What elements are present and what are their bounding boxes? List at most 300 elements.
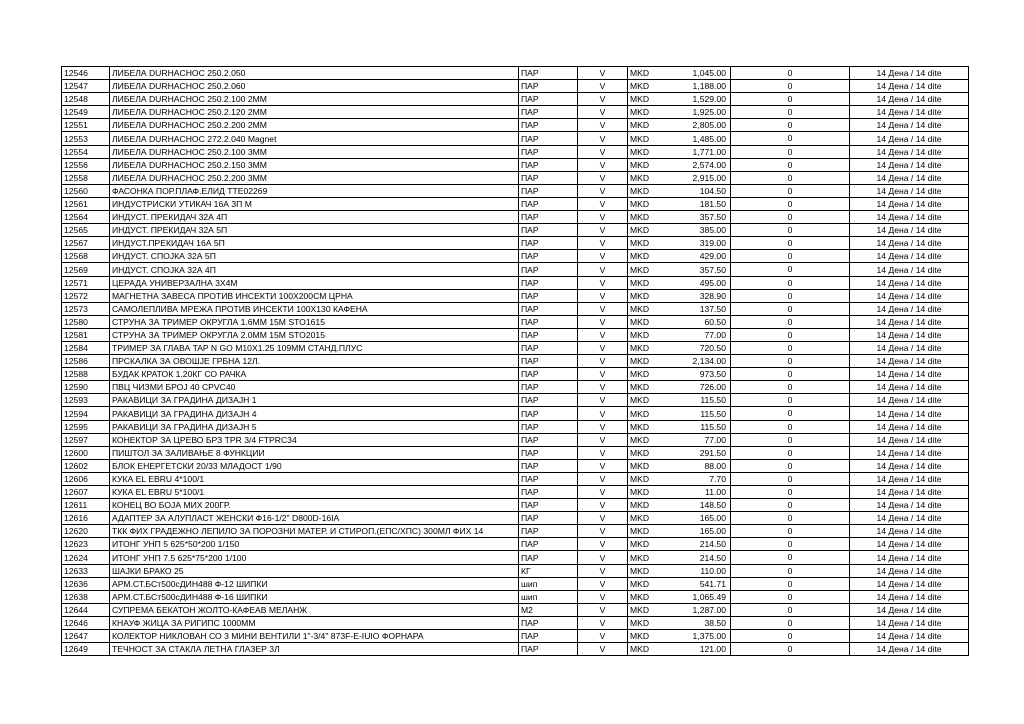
item-code-cell: 12565 [62,224,110,237]
item-name-cell: ЛИБЕЛА DURHACHOC 250.2.100 3ММ [110,145,519,158]
unit-cell: ПАР [519,67,578,80]
item-name-cell: ЛИБЕЛА DURHACHOC 250.2.200 2ММ [110,119,519,132]
quantity-cell: 0 [731,420,850,433]
table-row [62,499,969,512]
item-code-cell: 12600 [62,446,110,459]
delivery-term-cell: 14 Дена / 14 dite [850,341,969,354]
unit-cell: ПАР [519,80,578,93]
currency-cell: MKD [628,355,647,368]
item-code-cell: 12551 [62,119,110,132]
price-cell: 291.50 [646,446,731,459]
v-flag-cell: V [578,67,628,80]
delivery-term-cell: 14 Дена / 14 dite [850,237,969,250]
table-row [62,577,969,590]
item-name-cell: ШАЈКИ БРАКО 25 [110,564,519,577]
quantity-cell: 0 [731,446,850,459]
v-flag-cell: V [578,184,628,197]
currency-cell: MKD [628,171,647,184]
quantity-cell: 0 [731,119,850,132]
item-name-cell: КНАУФ ЖИЦА ЗА РИГИПС 1000ММ [110,616,519,629]
v-flag-cell: V [578,643,628,656]
currency-cell: MKD [628,630,647,643]
price-cell: 1,771.00 [646,145,731,158]
delivery-term-cell: 14 Дена / 14 dite [850,80,969,93]
quantity-cell: 0 [731,459,850,472]
currency-cell: MKD [628,643,647,656]
table-row [62,158,969,171]
table-row [62,276,969,289]
unit-cell: ПАР [519,381,578,394]
item-name-cell: СУПРЕМА БЕКАТОН ЖОЛТО-КАФЕАВ МЕЛАНЖ [110,603,519,616]
delivery-term-cell: 14 Дена / 14 dite [850,93,969,106]
currency-cell: MKD [628,211,647,224]
table-row [62,643,969,656]
v-flag-cell: V [578,355,628,368]
item-code-cell: 12554 [62,145,110,158]
v-flag-cell: V [578,368,628,381]
quantity-cell: 0 [731,355,850,368]
quantity-cell: 0 [731,433,850,446]
item-code-cell: 12573 [62,302,110,315]
item-name-cell: ИНДУСТ. СПОЈКА 32А 5П [110,250,519,263]
table-row [62,525,969,538]
currency-cell: MKD [628,106,647,119]
quantity-cell: 0 [731,551,850,564]
price-cell: 2,574.00 [646,158,731,171]
unit-cell: ПАР [519,433,578,446]
price-cell: 1,287.00 [646,603,731,616]
unit-cell: ПАР [519,616,578,629]
item-name-cell: АДАПТЕР ЗА АЛУПЛАСТ ЖЕНСКИ Ф16-1/2" D800D-16IA [110,512,519,525]
currency-cell: MKD [628,381,647,394]
item-code-cell: 12594 [62,407,110,420]
unit-cell: ПАР [519,368,578,381]
price-cell: 115.50 [646,420,731,433]
currency-cell: MKD [628,459,647,472]
table-row [62,446,969,459]
table-row [62,80,969,93]
currency-cell: MKD [628,132,647,145]
price-cell: 726.00 [646,381,731,394]
unit-cell: ПАР [519,551,578,564]
delivery-term-cell: 14 Дена / 14 dite [850,472,969,485]
item-name-cell: ПВЦ ЧИЗМИ БРОЈ 40 CPVC40 [110,381,519,394]
item-name-cell: РАКАВИЦИ ЗА ГРАДИНА ДИЗАЈН 5 [110,420,519,433]
item-code-cell: 12606 [62,472,110,485]
quantity-cell: 0 [731,224,850,237]
price-cell: 2,915.00 [646,171,731,184]
item-name-cell: КОНЕЦ ВО БОЈА МИХ 200ГР. [110,499,519,512]
price-cell: 115.50 [646,407,731,420]
item-name-cell: РАКАВИЦИ ЗА ГРАДИНА ДИЗАЈН 4 [110,407,519,420]
delivery-term-cell: 14 Дена / 14 dite [850,590,969,603]
currency-cell: MKD [628,368,647,381]
item-name-cell: ИНДУСТ. СПОЈКА 32А 4П [110,263,519,276]
unit-cell: ПАР [519,512,578,525]
v-flag-cell: V [578,394,628,407]
price-cell: 1,065.49 [646,590,731,603]
quantity-cell: 0 [731,616,850,629]
unit-cell: ПАР [519,132,578,145]
v-flag-cell: V [578,289,628,302]
quantity-cell: 0 [731,184,850,197]
price-cell: 357.50 [646,211,731,224]
table-row [62,551,969,564]
quantity-cell: 0 [731,197,850,210]
currency-cell: MKD [628,197,647,210]
currency-cell: MKD [628,512,647,525]
item-name-cell: ИТОНГ УНП 7.5 625*75*200 1/100 [110,551,519,564]
unit-cell: шип [519,590,578,603]
price-cell: 38.50 [646,616,731,629]
price-cell: 1,925.00 [646,106,731,119]
delivery-term-cell: 14 Дена / 14 dite [850,263,969,276]
unit-cell: ПАР [519,643,578,656]
v-flag-cell: V [578,211,628,224]
delivery-term-cell: 14 Дена / 14 dite [850,499,969,512]
quantity-cell: 0 [731,394,850,407]
v-flag-cell: V [578,538,628,551]
item-code-cell: 12624 [62,551,110,564]
unit-cell: ПАР [519,106,578,119]
price-cell: 385.00 [646,224,731,237]
delivery-term-cell: 14 Дена / 14 dite [850,551,969,564]
item-name-cell: БУДАК КРАТОК 1.20КГ СО РАЧКА [110,368,519,381]
item-code-cell: 12548 [62,93,110,106]
price-cell: 181.50 [646,197,731,210]
table-row [62,171,969,184]
v-flag-cell: V [578,433,628,446]
price-cell: 77.00 [646,433,731,446]
currency-cell: MKD [628,472,647,485]
quantity-cell: 0 [731,106,850,119]
item-code-cell: 12646 [62,616,110,629]
currency-cell: MKD [628,328,647,341]
price-cell: 973.50 [646,368,731,381]
currency-cell: MKD [628,93,647,106]
item-name-cell: ИНДУСТ. ПРЕКИДАЧ 32А 5П [110,224,519,237]
item-code-cell: 12572 [62,289,110,302]
price-cell: 214.50 [646,538,731,551]
quantity-cell: 0 [731,577,850,590]
item-name-cell: ЦЕРАДА УНИВЕРЗАЛНА 3Х4М [110,276,519,289]
v-flag-cell: V [578,119,628,132]
quantity-cell: 0 [731,368,850,381]
unit-cell: ПАР [519,486,578,499]
item-code-cell: 12607 [62,486,110,499]
item-code-cell: 12547 [62,80,110,93]
quantity-cell: 0 [731,630,850,643]
table-row [62,459,969,472]
unit-cell: ПАР [519,446,578,459]
delivery-term-cell: 14 Дена / 14 dite [850,459,969,472]
item-name-cell: ТРИМЕР ЗА ГЛАВА TAP N GO M10X1.25 109ММ СТАНД.ПЛУС [110,341,519,354]
v-flag-cell: V [578,315,628,328]
quantity-cell: 0 [731,407,850,420]
price-cell: 110.00 [646,564,731,577]
quantity-cell: 0 [731,302,850,315]
price-cell: 429.00 [646,250,731,263]
item-name-cell: БЛОК ЕНЕРГЕТСКИ 20/33 МЛАДОСТ 1/90 [110,459,519,472]
item-code-cell: 12549 [62,106,110,119]
delivery-term-cell: 14 Дена / 14 dite [850,538,969,551]
item-code-cell: 12595 [62,420,110,433]
quantity-cell: 0 [731,315,850,328]
quantity-cell: 0 [731,145,850,158]
unit-cell: ПАР [519,93,578,106]
price-cell: 495.00 [646,276,731,289]
unit-cell: ПАР [519,119,578,132]
item-name-cell: ЛИБЕЛА DURHACHOC 250.2.120 2ММ [110,106,519,119]
v-flag-cell: V [578,525,628,538]
item-name-cell: ЛИБЕЛА DURHACHOC 250.2.050 [110,67,519,80]
unit-cell: ПАР [519,224,578,237]
unit-cell: ПАР [519,499,578,512]
price-cell: 7.70 [646,472,731,485]
price-cell: 319.00 [646,237,731,250]
quantity-cell: 0 [731,499,850,512]
price-cell: 165.00 [646,512,731,525]
table-row [62,119,969,132]
item-name-cell: ТЕЧНОСТ ЗА СТАКЛА ЛЕТНА ГЛАЗЕР 3Л [110,643,519,656]
v-flag-cell: V [578,93,628,106]
currency-cell: MKD [628,158,647,171]
currency-cell: MKD [628,237,647,250]
item-name-cell: МАГНЕТНА ЗАВЕСА ПРОТИВ ИНСЕКТИ 100Х200СМ ЦРНА [110,289,519,302]
currency-cell: MKD [628,433,647,446]
delivery-term-cell: 14 Дена / 14 dite [850,328,969,341]
unit-cell: шип [519,577,578,590]
table-row [62,93,969,106]
delivery-term-cell: 14 Дена / 14 dite [850,486,969,499]
v-flag-cell: V [578,224,628,237]
delivery-term-cell: 14 Дена / 14 dite [850,119,969,132]
table-row [62,211,969,224]
currency-cell: MKD [628,616,647,629]
v-flag-cell: V [578,250,628,263]
unit-cell: ПАР [519,158,578,171]
price-cell: 1,529.00 [646,93,731,106]
unit-cell: ПАР [519,341,578,354]
table-row [62,106,969,119]
v-flag-cell: V [578,499,628,512]
delivery-term-cell: 14 Дена / 14 dite [850,197,969,210]
v-flag-cell: V [578,512,628,525]
delivery-term-cell: 14 Дена / 14 dite [850,355,969,368]
delivery-term-cell: 14 Дена / 14 dite [850,368,969,381]
quantity-cell: 0 [731,171,850,184]
unit-cell: ПАР [519,145,578,158]
item-code-cell: 12553 [62,132,110,145]
quantity-cell: 0 [731,472,850,485]
unit-cell: ПАР [519,302,578,315]
v-flag-cell: V [578,145,628,158]
delivery-term-cell: 14 Дена / 14 dite [850,525,969,538]
v-flag-cell: V [578,328,628,341]
v-flag-cell: V [578,459,628,472]
quantity-cell: 0 [731,564,850,577]
quantity-cell: 0 [731,590,850,603]
unit-cell: ПАР [519,355,578,368]
delivery-term-cell: 14 Дена / 14 dite [850,433,969,446]
item-code-cell: 12564 [62,211,110,224]
v-flag-cell: V [578,237,628,250]
delivery-term-cell: 14 Дена / 14 dite [850,394,969,407]
unit-cell: ПАР [519,289,578,302]
unit-cell: ПАР [519,407,578,420]
v-flag-cell: V [578,564,628,577]
unit-cell: ПАР [519,630,578,643]
item-name-cell: ЛИБЕЛА DURHACHOC 250.2.200 3ММ [110,171,519,184]
table-row [62,145,969,158]
delivery-term-cell: 14 Дена / 14 dite [850,577,969,590]
table-row [62,224,969,237]
quantity-cell: 0 [731,538,850,551]
price-cell: 165.00 [646,525,731,538]
item-name-cell: КУКА EL EBRU 5*100/1 [110,486,519,499]
table-row [62,564,969,577]
table-row [62,486,969,499]
quantity-cell: 0 [731,80,850,93]
currency-cell: MKD [628,341,647,354]
table-row [62,381,969,394]
table-row [62,394,969,407]
delivery-term-cell: 14 Дена / 14 dite [850,630,969,643]
unit-cell: ПАР [519,276,578,289]
currency-cell: MKD [628,603,647,616]
unit-cell: ПАР [519,420,578,433]
quantity-cell: 0 [731,341,850,354]
table-row [62,538,969,551]
item-code-cell: 12561 [62,197,110,210]
v-flag-cell: V [578,381,628,394]
item-name-cell: АРМ.СТ.БСт500сДИН488 Ф-12 ШИПКИ [110,577,519,590]
item-code-cell: 12580 [62,315,110,328]
quantity-cell: 0 [731,93,850,106]
item-code-cell: 12633 [62,564,110,577]
delivery-term-cell: 14 Дена / 14 dite [850,420,969,433]
price-cell: 137.50 [646,302,731,315]
table-row [62,355,969,368]
unit-cell: ПАР [519,472,578,485]
item-name-cell: АРМ.СТ.БСт500сДИН488 Ф-16 ШИПКИ [110,590,519,603]
delivery-term-cell: 14 Дена / 14 dite [850,145,969,158]
item-code-cell: 12556 [62,158,110,171]
currency-cell: MKD [628,250,647,263]
price-cell: 1,188.00 [646,80,731,93]
delivery-term-cell: 14 Дена / 14 dite [850,106,969,119]
currency-cell: MKD [628,486,647,499]
table-row [62,407,969,420]
currency-cell: MKD [628,302,647,315]
item-name-cell: КОЛЕКТОР НИКЛОВАН СО 3 МИНИ ВЕНТИЛИ 1"-3/4" 873F-E-IUIO ФОРНАРА [110,630,519,643]
unit-cell: ПАР [519,525,578,538]
v-flag-cell: V [578,603,628,616]
quantity-cell: 0 [731,381,850,394]
quantity-cell: 0 [731,67,850,80]
unit-cell: ПАР [519,197,578,210]
delivery-term-cell: 14 Дена / 14 dite [850,67,969,80]
unit-cell: КГ [519,564,578,577]
v-flag-cell: V [578,590,628,603]
price-cell: 541.71 [646,577,731,590]
price-cell: 60.50 [646,315,731,328]
delivery-term-cell: 14 Дена / 14 dite [850,446,969,459]
unit-cell: ПАР [519,171,578,184]
v-flag-cell: V [578,420,628,433]
item-code-cell: 12588 [62,368,110,381]
item-name-cell: ТКК ФИХ ГРАДЕЖНО ЛЕПИЛО ЗА ПОРОЗНИ МАТЕР. И СТИРОП.(ЕПС/ХПС) 300МЛ ФИХ 14 [110,525,519,538]
currency-cell: MKD [628,551,647,564]
price-cell: 148.50 [646,499,731,512]
unit-cell: М2 [519,603,578,616]
currency-cell: MKD [628,394,647,407]
table-row [62,616,969,629]
item-code-cell: 12546 [62,67,110,80]
currency-cell: MKD [628,315,647,328]
v-flag-cell: V [578,80,628,93]
table-row [62,420,969,433]
delivery-term-cell: 14 Дена / 14 dite [850,132,969,145]
item-code-cell: 12569 [62,263,110,276]
item-code-cell: 12584 [62,341,110,354]
v-flag-cell: V [578,577,628,590]
currency-cell: MKD [628,499,647,512]
v-flag-cell: V [578,472,628,485]
table-row [62,341,969,354]
unit-cell: ПАР [519,184,578,197]
unit-cell: ПАР [519,328,578,341]
item-name-cell: ИНДУСТ. ПРЕКИДАЧ 32А 4П [110,211,519,224]
item-name-cell: ФАСОНКА ПОР.ПЛАФ.ЕЛИД ТТЕ02269 [110,184,519,197]
item-name-cell: ИНДУСТ.ПРЕКИДАЧ 16А 5П [110,237,519,250]
price-list-body [62,67,969,656]
quantity-cell: 0 [731,132,850,145]
delivery-term-cell: 14 Дена / 14 dite [850,276,969,289]
item-name-cell: ПРСКАЛКА ЗА ОВОШЈЕ ГРБНА 12Л. [110,355,519,368]
price-cell: 1,045.00 [646,67,731,80]
v-flag-cell: V [578,302,628,315]
item-code-cell: 12620 [62,525,110,538]
v-flag-cell: V [578,551,628,564]
item-code-cell: 12586 [62,355,110,368]
table-row [62,368,969,381]
table-row [62,512,969,525]
item-code-cell: 12567 [62,237,110,250]
item-code-cell: 12581 [62,328,110,341]
item-code-cell: 12649 [62,643,110,656]
price-cell: 720.50 [646,341,731,354]
currency-cell: MKD [628,67,647,80]
currency-cell: MKD [628,224,647,237]
v-flag-cell: V [578,132,628,145]
table-row [62,315,969,328]
table-row [62,237,969,250]
unit-cell: ПАР [519,237,578,250]
quantity-cell: 0 [731,289,850,302]
currency-cell: MKD [628,145,647,158]
v-flag-cell: V [578,486,628,499]
table-row [62,603,969,616]
price-cell: 115.50 [646,394,731,407]
table-row [62,433,969,446]
price-cell: 88.00 [646,459,731,472]
currency-cell: MKD [628,420,647,433]
quantity-cell: 0 [731,525,850,538]
currency-cell: MKD [628,407,647,420]
quantity-cell: 0 [731,263,850,276]
table-row [62,328,969,341]
